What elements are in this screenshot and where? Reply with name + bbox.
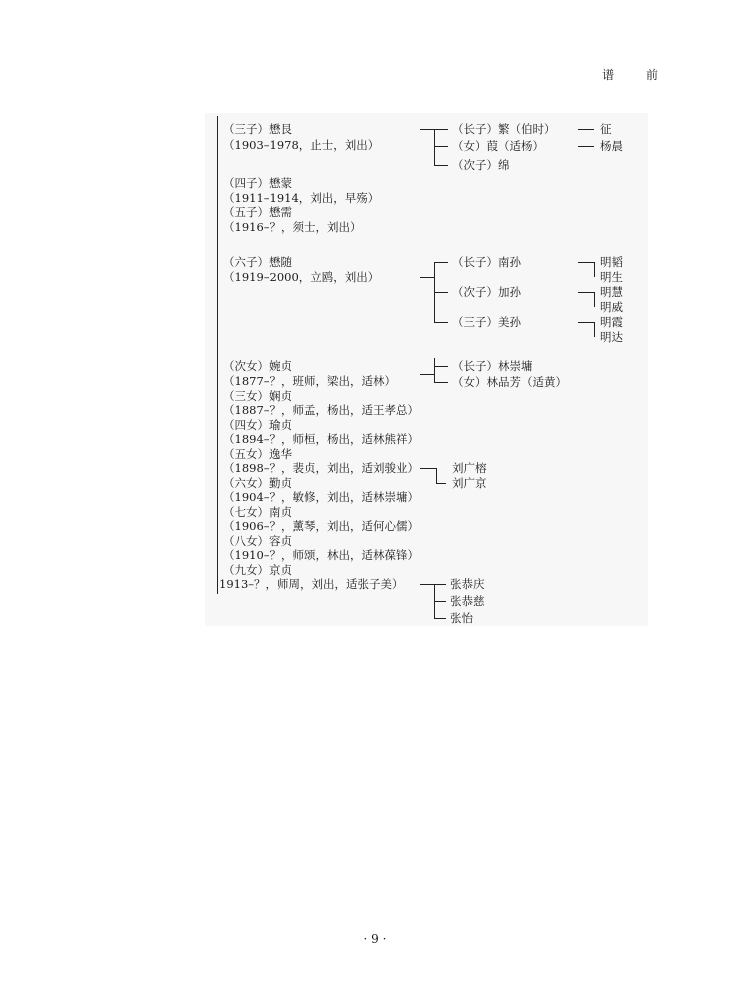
child-name: （女）林品芳（适黄） <box>452 375 567 389</box>
connector-line <box>434 262 448 263</box>
child-name: （长子）林崇墉 <box>452 359 533 373</box>
member-detail: （1906–？，薰琴，刘出，适何心儒） <box>223 519 420 533</box>
member-detail: （1904–？，敏修，刘出，适林崇墉） <box>223 490 420 504</box>
page-number: · 9 · <box>363 932 387 946</box>
child-name: 张恭庆 <box>450 577 485 591</box>
connector-line <box>434 165 448 166</box>
child-name: （三子）美孙 <box>452 315 521 329</box>
connector-line <box>436 468 437 483</box>
child-name: 刘广榕 <box>452 461 487 475</box>
member-name: （六子）懋随 <box>223 255 292 269</box>
child-name: 张怡 <box>450 611 473 625</box>
child-name: 刘广京 <box>452 476 487 490</box>
connector-line <box>420 277 434 278</box>
member-detail: （1898–？，裴贞，刘出，适刘骏业） <box>223 461 420 475</box>
connector-line <box>434 382 448 383</box>
member-detail: （1910–？，师颂，林出，适林葆锋） <box>223 548 420 562</box>
member-name: （三女）娴贞 <box>223 389 292 403</box>
connector-line <box>578 146 594 147</box>
connector-line <box>420 468 436 469</box>
member-name: （四女）瑜贞 <box>223 418 292 432</box>
member-detail: （1916–？，须士，刘出） <box>223 220 362 234</box>
member-name: （四子）懋蒙 <box>223 176 292 190</box>
connector-line <box>434 292 448 293</box>
connector-line <box>434 618 446 619</box>
grandchild-name: 征 <box>600 122 612 136</box>
member-name: （次女）婉贞 <box>223 359 292 373</box>
connector-line <box>594 322 595 337</box>
connector-line <box>434 146 448 147</box>
child-name: （次子）绵 <box>452 158 510 172</box>
member-name: （三子）懋艮 <box>223 122 292 136</box>
member-name: （六女）勤贞 <box>223 476 292 490</box>
child-name: （女）葭（适杨） <box>452 139 544 153</box>
child-name: （长子）繁（伯时） <box>452 122 556 136</box>
connector-line <box>434 129 435 165</box>
grandchild-name: 明生 <box>600 270 623 284</box>
member-detail: （1919–2000，立鸥，刘出） <box>223 270 380 284</box>
connector-line <box>434 366 448 367</box>
member-detail: （1911–1914，刘出，早殇） <box>223 191 380 205</box>
member-name: （七女）南贞 <box>223 505 292 519</box>
member-detail: （1903–1978，止士，刘出） <box>223 138 380 152</box>
tree-trunk-line <box>217 116 218 594</box>
child-name: （次子）加孙 <box>452 285 521 299</box>
child-name: （长子）南孙 <box>452 255 521 269</box>
grandchild-name: 明达 <box>600 330 623 344</box>
grandchild-name: 明霞 <box>600 315 623 329</box>
connector-line <box>420 584 446 585</box>
grandchild-name: 明威 <box>600 300 623 314</box>
member-detail: 1913–？，师周，刘出，适张子美） <box>219 577 404 591</box>
member-name: （五子）懋需 <box>223 205 292 219</box>
connector-line <box>434 601 446 602</box>
connector-line <box>578 262 594 263</box>
connector-line <box>420 374 434 375</box>
grandchild-name: 明韬 <box>600 255 623 269</box>
connector-line <box>578 322 594 323</box>
running-header: 谱 前 <box>602 68 672 82</box>
connector-line <box>578 129 594 130</box>
member-name: （九女）京贞 <box>223 563 292 577</box>
member-name: （八女）容贞 <box>223 534 292 548</box>
child-name: 张恭慈 <box>450 594 485 608</box>
connector-line <box>594 292 595 307</box>
grandchild-name: 杨晨 <box>600 139 623 153</box>
connector-line <box>434 322 448 323</box>
connector-line <box>434 358 435 382</box>
member-detail: （1877–？，班师，梁出，适林） <box>223 374 397 388</box>
grandchild-name: 明慧 <box>600 285 623 299</box>
member-detail: （1894–？，师桓，杨出，适林熊祥） <box>223 432 420 446</box>
member-detail: （1887–？，师孟，杨出，适王孝总） <box>223 403 420 417</box>
connector-line <box>578 292 594 293</box>
connector-line <box>594 262 595 277</box>
member-name: （五女）逸华 <box>223 447 292 461</box>
connector-line <box>436 483 446 484</box>
